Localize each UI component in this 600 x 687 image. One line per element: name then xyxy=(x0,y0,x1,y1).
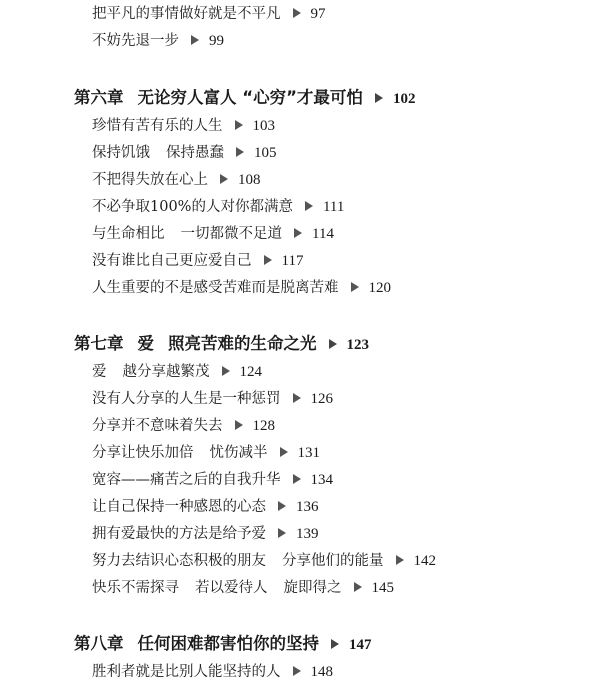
toc-entry[interactable] xyxy=(92,4,326,24)
entry-page: 120 xyxy=(368,280,391,296)
arrow-icon xyxy=(396,555,404,565)
entry-title: 宽容——痛苦之后的自我升华 xyxy=(92,472,281,488)
toc-entry[interactable] xyxy=(92,278,391,298)
entry-page: 134 xyxy=(310,472,333,488)
arrow-icon xyxy=(293,666,301,676)
entry-title: 拥有爱最快的方法是给予爱 xyxy=(92,526,266,542)
toc-entry[interactable] xyxy=(92,578,394,598)
entry-title: 努力去结识心态积极的朋友 xyxy=(92,553,266,569)
arrow-icon xyxy=(294,228,302,238)
arrow-icon xyxy=(191,35,199,45)
entry-title-part: 忧伤减半 xyxy=(209,445,268,461)
entry-page: 105 xyxy=(254,145,277,161)
entry-title: 爱 xyxy=(92,364,107,380)
entry-page: 111 xyxy=(322,199,345,215)
entry-title: 胜利者就是比别人能坚持的人 xyxy=(92,664,281,680)
arrow-icon xyxy=(220,174,228,184)
arrow-icon xyxy=(305,201,313,211)
chapter-heading-8[interactable] xyxy=(74,633,372,656)
entry-title: 保持饥饿 xyxy=(92,145,150,161)
chapter-page: 147 xyxy=(349,637,372,653)
entry-title: 不妨先退一步 xyxy=(92,33,179,49)
entry-title: 快乐不需探寻 xyxy=(92,580,179,596)
arrow-icon xyxy=(293,8,301,18)
entry-title: 让自己保持一种感恩的心态 xyxy=(92,499,266,515)
entry-page: 117 xyxy=(281,253,304,269)
entry-page: 136 xyxy=(296,499,319,515)
toc-entry[interactable] xyxy=(92,224,334,244)
chapter-label: 第八章 xyxy=(74,634,124,653)
arrow-icon xyxy=(278,528,286,538)
entry-title: 分享并不意味着失去 xyxy=(92,418,223,434)
arrow-icon xyxy=(351,282,359,292)
chapter-title-part: 照亮苦难的生命之光 xyxy=(168,334,317,353)
entry-page: 103 xyxy=(252,118,275,134)
entry-page: 131 xyxy=(297,445,320,461)
entry-page: 142 xyxy=(413,553,436,569)
chapter-label: 第六章 xyxy=(74,88,124,107)
chapter-title: 爱 xyxy=(137,334,154,353)
arrow-icon xyxy=(278,501,286,511)
toc-entry[interactable] xyxy=(92,389,333,409)
entry-page: 99 xyxy=(209,33,224,49)
toc-entry[interactable] xyxy=(92,524,319,544)
entry-title: 分享让快乐加倍 xyxy=(92,445,194,461)
entry-title: 珍惜有苦有乐的人生 xyxy=(92,118,223,134)
toc-entry[interactable] xyxy=(92,662,333,682)
toc-entry[interactable] xyxy=(92,551,436,571)
toc-entry[interactable] xyxy=(92,31,224,51)
entry-page: 114 xyxy=(312,226,334,242)
toc-entry[interactable] xyxy=(92,170,261,190)
chapter-title: 任何困难都害怕你的坚持 xyxy=(137,634,319,653)
toc-entry[interactable] xyxy=(92,470,333,490)
entry-title-part: 一切都微不足道 xyxy=(180,226,282,242)
arrow-icon xyxy=(264,255,272,265)
entry-page: 97 xyxy=(310,6,326,22)
arrow-icon xyxy=(235,120,243,130)
entry-title-part: 旋即得之 xyxy=(283,580,342,596)
arrow-icon xyxy=(222,366,230,376)
entry-title: 没有谁比自己更应爱自己 xyxy=(92,253,252,269)
entry-title: 不必争取100%的人对你都满意 xyxy=(92,199,293,215)
chapter-page: 123 xyxy=(346,337,369,353)
arrow-icon xyxy=(280,447,288,457)
entry-page: 128 xyxy=(252,418,275,434)
arrow-icon xyxy=(329,339,337,349)
toc-entry[interactable] xyxy=(92,416,275,436)
arrow-icon xyxy=(293,474,301,484)
chapter-heading-7[interactable] xyxy=(74,333,369,356)
chapter-page: 102 xyxy=(392,91,416,107)
entry-page: 145 xyxy=(371,580,394,596)
entry-page: 126 xyxy=(310,391,333,407)
arrow-icon xyxy=(375,93,383,103)
entry-title-part: 保持愚蠢 xyxy=(166,145,224,161)
arrow-icon xyxy=(235,420,243,430)
toc-entry[interactable] xyxy=(92,443,320,463)
entry-title-part: 若以爱待人 xyxy=(195,580,268,596)
chapter-title: 无论穷人富人 “心穷”才最可怕 xyxy=(137,88,363,107)
entry-title: 把平凡的事情做好就是不平凡 xyxy=(92,6,281,22)
arrow-icon xyxy=(354,582,362,592)
entry-title: 不把得失放在心上 xyxy=(92,172,208,188)
toc-entry[interactable] xyxy=(92,197,344,217)
toc-entry[interactable] xyxy=(92,251,303,271)
chapter-heading-6[interactable] xyxy=(74,87,415,110)
entry-title-part: 分享他们的能量 xyxy=(282,553,384,569)
entry-title: 人生重要的不是感受苦难而是脱离苦难 xyxy=(92,280,339,296)
entry-page: 139 xyxy=(296,526,319,542)
toc-entry[interactable] xyxy=(92,143,277,163)
entry-title: 没有人分享的人生是一种惩罚 xyxy=(92,391,281,407)
entry-page: 124 xyxy=(239,364,262,380)
entry-page: 148 xyxy=(310,664,333,680)
arrow-icon xyxy=(236,147,244,157)
chapter-label: 第七章 xyxy=(74,334,124,353)
entry-title-part: 越分享越繁茂 xyxy=(122,364,210,380)
toc-entry[interactable] xyxy=(92,362,262,382)
entry-page: 108 xyxy=(238,172,261,188)
arrow-icon xyxy=(293,393,301,403)
arrow-icon xyxy=(331,639,339,649)
entry-title: 与生命相比 xyxy=(92,226,165,242)
toc-entry[interactable] xyxy=(92,116,275,136)
toc-entry[interactable] xyxy=(92,497,319,517)
